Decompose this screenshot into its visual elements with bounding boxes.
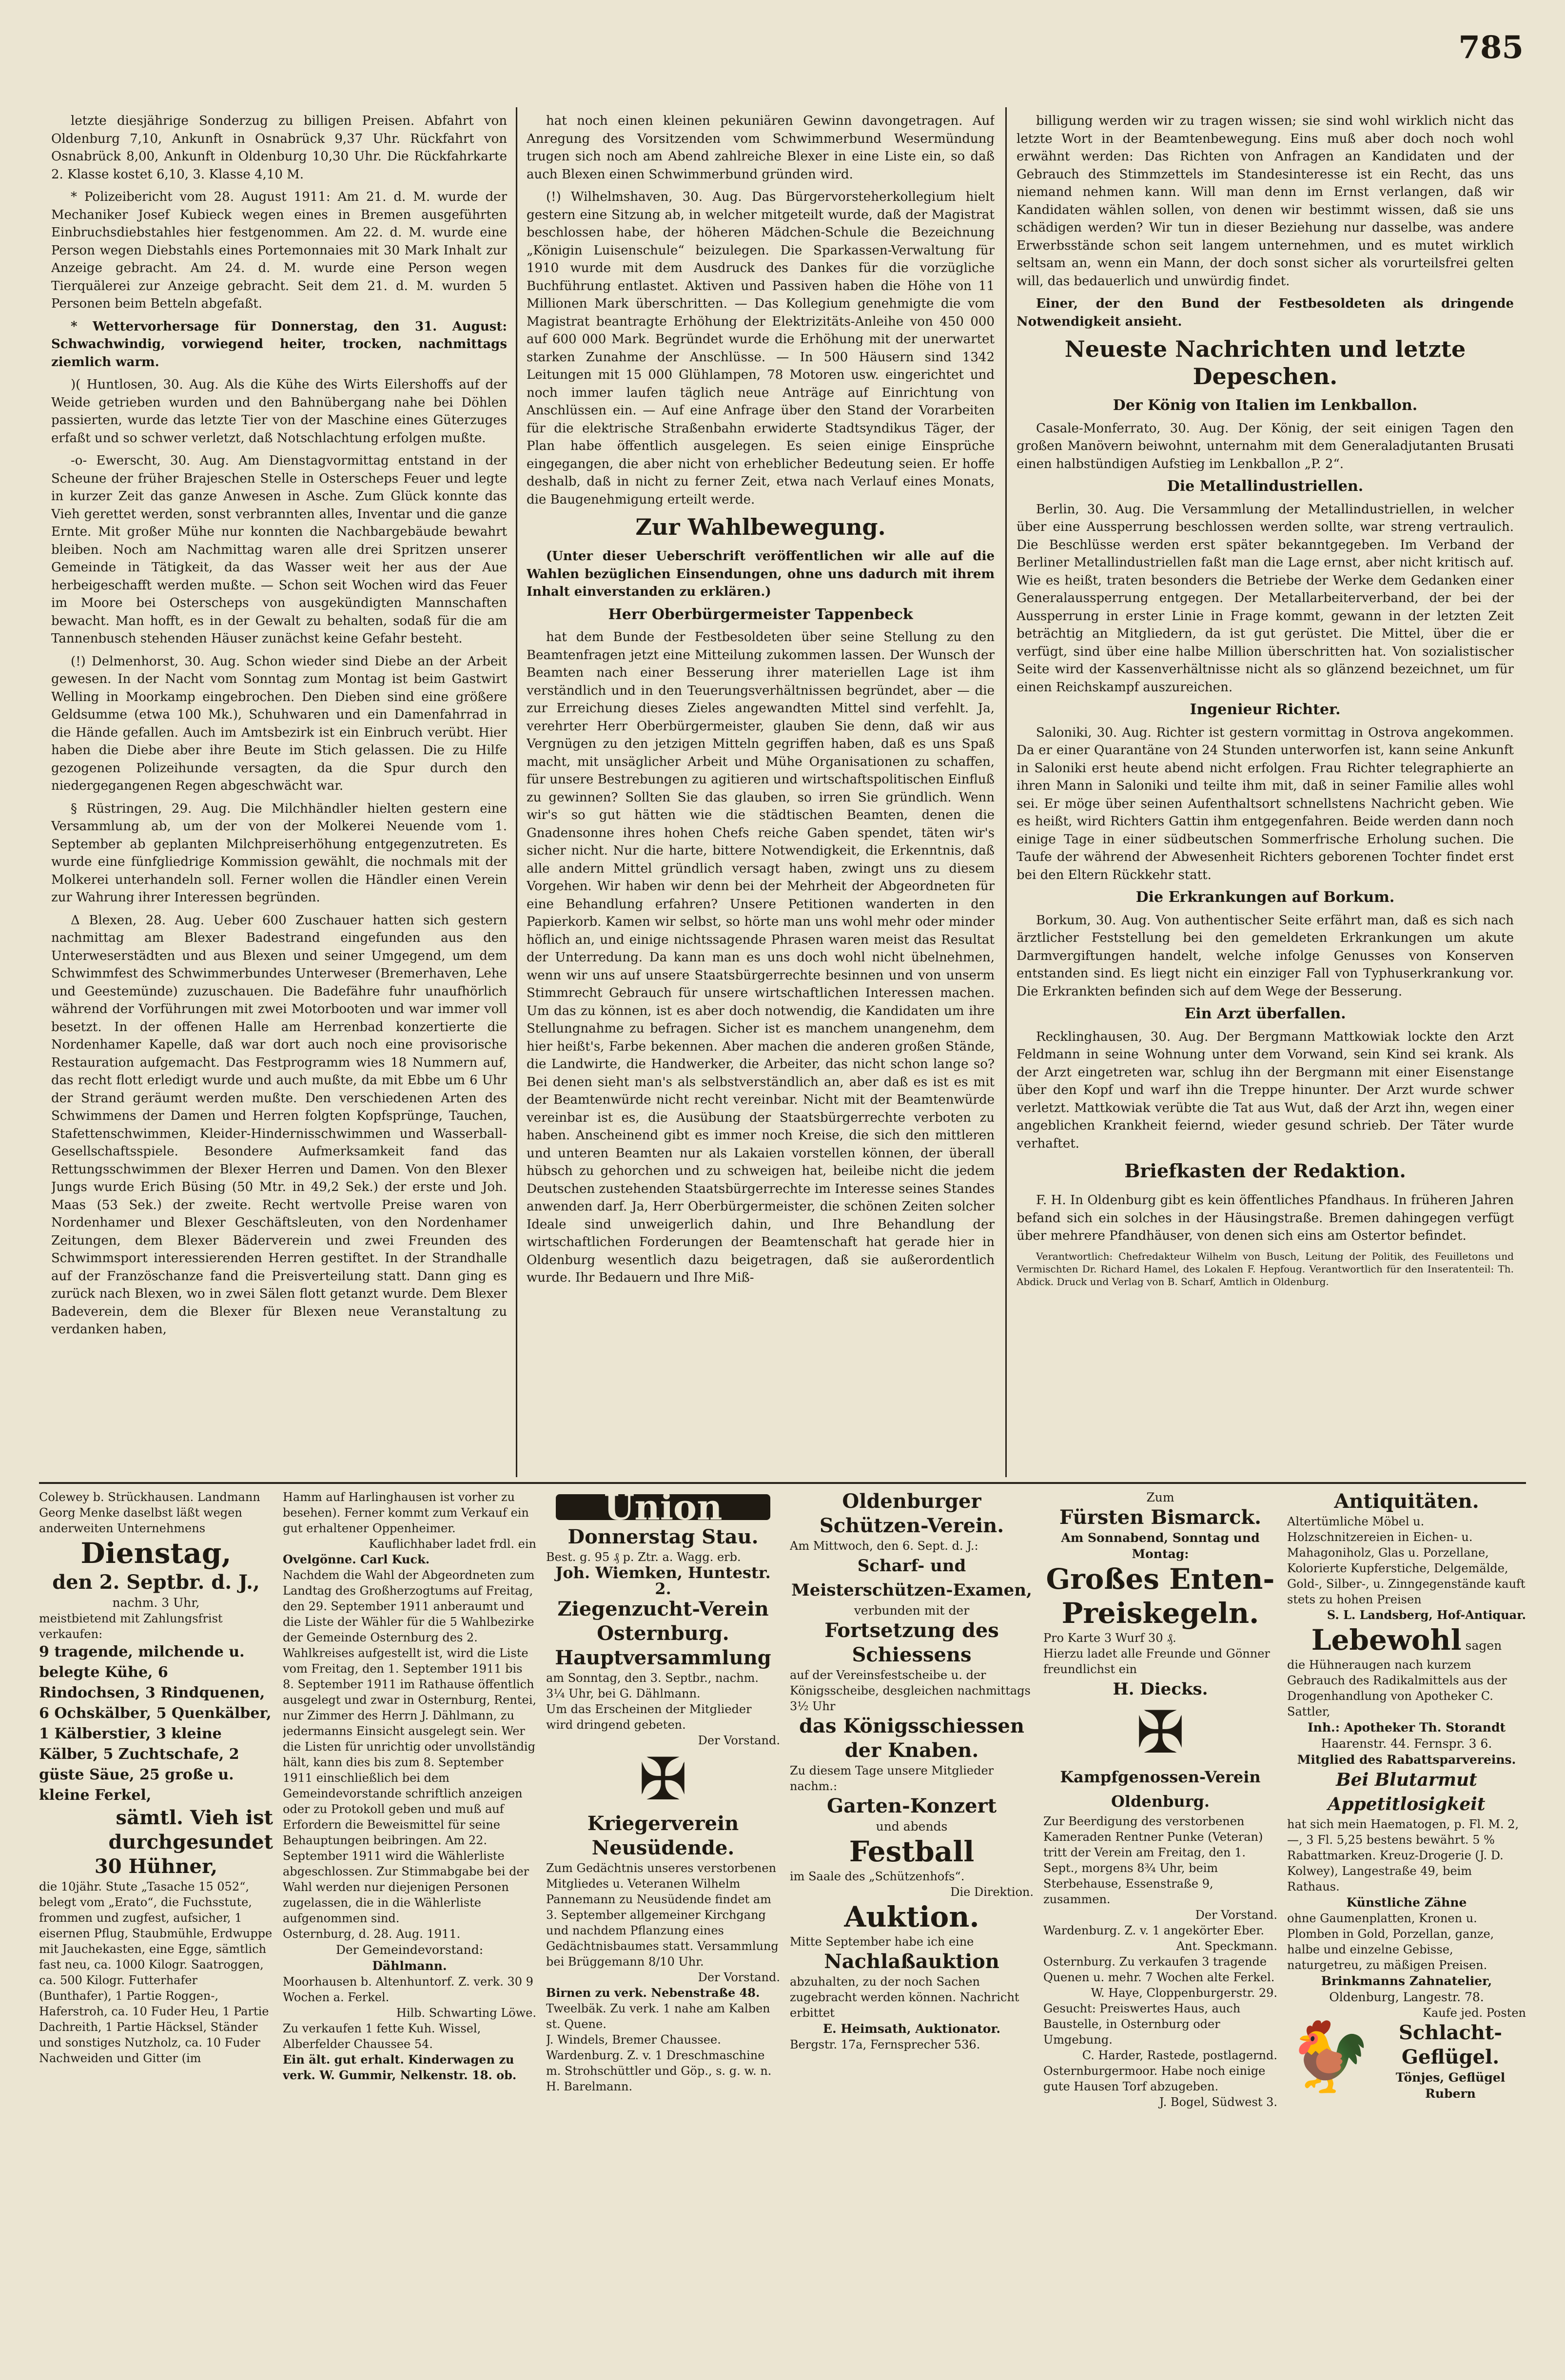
article-text: letzte diesjährige Sonderzug zu billigen Preisen. Abfahrt von Oldenburg 7,10, Ankunft in Osnabrück 9,37 Uhr. Rückfahrt von Osnabrück 8,00, Ankunft in Oldenburg 10,30 Uhr. Die Rückfahrkarte 2. Klasse kostet 6,10, 3. Klasse 4,10 M.: [51, 114, 507, 182]
ad-heading: Festball: [849, 1835, 975, 1868]
ad-text: im Saale des „Schützenhofs“.: [790, 1870, 965, 1883]
union-logo: Union: [556, 1494, 770, 1520]
ad-heading: Hauptversammlung: [555, 1646, 771, 1669]
ad-signature: Ant. Speckmann.: [1176, 1939, 1277, 1953]
ad-heading: den 2. Septbr. d. J.,: [52, 1571, 260, 1594]
ad-side-note: sämtl. Vieh ist durchgesundet: [108, 1806, 273, 1853]
ad-signature: Dählmann.: [372, 1959, 447, 1973]
ad-text: Pro Karte 3 Wurf 30 ₰.: [1043, 1631, 1176, 1645]
ad-column-2: [283, 1489, 536, 2362]
ad-column-3: [546, 1489, 780, 2362]
news-subheading: Der König von Italien im Lenkballon.: [1113, 397, 1418, 414]
ad-text: Inh.: Apotheker Th. Storandt: [1307, 1720, 1506, 1735]
ad-text: meistbietend mit Zahlungsfrist verkaufen:: [39, 1612, 223, 1641]
section-heading: Briefkasten der Redaktion.: [1124, 1160, 1406, 1182]
ad-text: Colewey b. Strückhausen. Landmann Georg Menke daselbst läßt wegen anderweiten Unternehmens: [39, 1490, 260, 1535]
ad-text: Gesucht: Preiswertes Haus, auch Baustelle, in Osternburg oder Umgebung.: [1043, 2002, 1241, 2047]
article-text: )( Huntlosen, 30. Aug. Als die Kühe des Wirts Eilershoffs auf der Weide getrieben wurden und den Bahnübergang nahe bei Döhlen passierten, wurde das letzte Tier von der Maschine eines Güterzuges erfaßt und so schwer verletzt, daß Notschlachtung erfolgen mußte.: [51, 377, 507, 446]
ad-text: Osternburg. Zu verkaufen 3 tragende Quenen u. mehr. 7 Wochen alte Ferkel.: [1043, 1955, 1275, 1984]
ad-heading: Kriegerverein Neusüdende.: [587, 1812, 739, 1859]
ad-text: Der Gemeindevorstand:: [335, 1943, 484, 1957]
news-text: Saloniki, 30. Aug. Richter ist gestern vormittag in Ostrova angekommen. Da er einer Quarantäne von 24 Stunden unterworfen ist, kann seine Ankunft in Saloniki erst heute abend nicht erfolgen. Frau Richter telegraphierte an ihren Mann in Saloniki und teilte ihm mit, daß in seiner Familie alles wohl sei. Er möge über seinen Aufenthaltsort schnellstens Nachricht geben. Wie es heißt, wird Richters Gattin ihm entgegenfahren. Beide werden dann noch einige Tage in einer südbeutschen Sommerfrische Erholung suchen. Die Taufe der während der Abwesenheit Richters geborenen Tochter findet erst bei den Eltern Rückkehr statt.: [1017, 725, 1514, 882]
article-signature: Einer, der den Bund der Festbesoldeten als dringende Notwendigkeit ansieht.: [1017, 296, 1514, 329]
ad-text: ohne Gaumenplatten, Kronen u. Plomben in Gold, Porzellan, ganze, halbe und einzelne Gebisse, naturgetreu, zu mäßigen Preisen.: [1287, 1912, 1494, 1972]
ad-signature: J. Bogel, Südwest 3.: [1159, 2095, 1277, 2109]
ad-heading: Kampfgenossen-Verein Oldenburg.: [1060, 1768, 1261, 1811]
ad-heading: Scharf- und Meisterschützen-Examen,: [791, 1556, 1032, 1600]
ad-text: hat sich mein Haematogen, p. Fl. M. 2,—, 3 Fl. 5,25 bestens bewährt. 5 % Rabattmarken. Kreuz-Drogerie (J. D. Kolwey), Langestraße 49, beim Rathaus.: [1287, 1817, 1519, 1893]
ad-heading: Fürsten Bismarck.: [1059, 1506, 1262, 1529]
ad-heading: Nachlaßauktion: [824, 1950, 999, 1973]
ad-signature: W. Haye, Cloppenburgerstr. 29.: [1091, 1986, 1277, 2000]
ad-text: Am Mittwoch, den 6. Sept. d. J.:: [790, 1539, 978, 1553]
ad-text: Hierzu ladet alle Freunde und Gönner freundlichst ein: [1043, 1647, 1270, 1676]
ad-text: Best. g. 95 ₰ p. Ztr. a. Wagg. erb.: [546, 1550, 741, 1564]
ad-heading: Großes Enten-Preiskegeln.: [1046, 1562, 1275, 1630]
ad-heading: Auktion.: [844, 1900, 979, 1933]
letters-text: F. H. In Oldenburg gibt es kein öffentliches Pfandhaus. In früheren Jahren befand sich ein solches in der Häusingstraße. Bremen dahingegen verfügt über mehrere Pfandhäuser, von denen sich eins am Ostertor befindet.: [1017, 1193, 1514, 1243]
news-text: Casale-Monferrato, 30. Aug. Der König, der seit einigen Tagen den großen Manövern beiwohnt, unternahm mit dem Generaladjutanten Brusati einen halbstündigen Aufstieg im Lenkballon „P. 2“.: [1017, 421, 1514, 471]
news-text: Recklinghausen, 30. Aug. Der Bergmann Mattkowiak lockte den Arzt Feldmann in seine Wohnung unter dem Vorwand, sein Kind sei krank. Als der Arzt eingetreten war, schlug ihn der Bergmann mit einer Eisenstange über den Kopf und warf ihn die Treppe hinunter. Der Arzt wurde schwer verletzt. Mattkowiak verübte die Tat aus Wut, daß der Arzt ihn, wegen einer angeblichen Krankheit feiernd, wieder gesund schrieb. Der Täter wurde verhaftet.: [1017, 1029, 1514, 1151]
ad-text: Kauflichhaber ladet frdl. ein: [369, 1537, 536, 1551]
ad-text: Mitte September habe ich eine: [790, 1935, 974, 1949]
ad-text: Moorhausen b. Altenhuntorf. Z. verk. 30 9 Wochen a. Ferkel.: [283, 1975, 533, 2004]
ad-text: Um das Erscheinen der Mitglieder wird dringend gebeten.: [546, 1702, 752, 1732]
ad-text: Zur Beerdigung des verstorbenen Kameraden Rentner Punke (Veteran) tritt der Verein am Freitag, den 1. Sept., morgens 8¾ Uhr, beim Sterbehause, Essenstraße 9, zusammen.: [1043, 1814, 1263, 1906]
ad-livestock-auction: [39, 1489, 273, 2362]
ad-signature: Der Vorstand.: [1195, 1908, 1277, 1922]
advertisements: [39, 1489, 1526, 2362]
ad-heading: Ziegenzucht-Verein Osternburg.: [557, 1598, 769, 1645]
ad-signature: H. Diecks.: [1113, 1679, 1208, 1699]
ad-heading: Donnerstag Stau.: [567, 1525, 759, 1548]
ad-signature: Der Vorstand.: [698, 1970, 780, 1984]
ad-text: Am Sonnabend, Sonntag und Montag:: [1061, 1531, 1260, 1561]
ad-text: Osternburg, d. 28. Aug. 1911.: [283, 1927, 461, 1941]
ad-text: Zu verkaufen 1 fette Kuh. Wissel, Alberfelder Chaussee 54.: [283, 2022, 481, 2051]
ad-text: die 10jähr. Stute „Tasache 15 052“, belegt vom „Erato“, die Fuchsstute, frommen und zugfest, aufsicher, 1 eisernen Pflug, Staubmühle, Erdwuppe mit Jauchekasten, eine Egge, sämtlich fast neu, ca. 1000 Kilogr. Saatroggen, ca. 500 Kilogr. Futterhafer (Bunthafer), 1 Partie Roggen-, Haferstroh, ca. 10 Fuder Heu, 1 Partie Dachreith, 1 Partie Häcksel, Ständer und sonstiges Nutzholz, ca. 10 Fuder Nachweiden und Gitter (im: [39, 1880, 273, 2065]
ad-column-6: [1287, 1489, 1526, 2362]
ad-heading: Dienstag,: [80, 1537, 232, 1570]
ad-heading: Künstliche Zähne: [1346, 1895, 1467, 1910]
article-text: hat dem Bunde der Festbesoldeten über seine Stellung zu den Beamtenfragen jetzt eine Mitteilung zukommen lassen. Der Wunsch der Beamten nach einer Besserung ihrer materiellen Lage ist ihm verständlich und in den Teuerungsverhältnissen begründet, aber — die zur Erreichung dieses Zieles angewandten Mittel sind verfehlt. Ja, verehrter Herr Oberbürgermeister, glauben Sie denn, daß wir aus Vergnügen zu den jetzigen Mitteln gegriffen haben, daß es uns Spaß macht, mit unsäglicher Arbeit und Mühe Organisationen zu schaffen, für unsere Bestrebungen zu agitieren und wirtschaftspolitischen Einfluß zu gewinnen? Sollten Sie das glauben, so irren Sie gründlich. Wenn wir's so gut hätten wie die städtischen Beamten, denen die Gnadensonne ihres hohen Chefs reiche Gaben spendet, täten wir's sicher nicht. Nur die harte, bittere Notwendigkeit, die Erkenntnis, daß alle andern Mittel gründlich versagt haben, zwingt uns zu diesem Vorgehen. Wir haben wir denn bei der Mehrheit der Abgeordneten für eine Behandlung erfahren? Unsere Petitionen wanderten in den Papierkorb. Kamen wir selbst, so hörte man uns wohl mehr oder minder höflich an, und einige nichtssagende Phrasen waren meist das Resultat der Unterredung. Da kann man es uns doch wohl nicht übelnehmen, wenn wir uns auf unsere Staatsbürgerrechte besinnen und von unserm Stimmrecht Gebrauch für unsere wirtschaftlichen Interessen machen. Um das zu können, ist es aber doch notwendig, die Kandidaten um ihre Stellungnahme zu befragen. Sicher ist es manchem unangenehm, dem hier heißt's, Farbe bekennen. Aber machen die anderen großen Stände, die Landwirte, die Handwerker, die Arbeiter, das nicht schon lange so? Bei denen sieht man's als selbstverständlich an, aber daß es ist es mit der Beamtenwürde nicht recht vereinbar. Nicht mit der Beamtenwürde vereinbar ist es, die Ausübung der Staatsbürgerrechte verboten zu haben. Anscheinend gibt es immer noch Kreise, die sich den mittleren und unteren Beamten nur als Lakaien vorstellen können, der überall hübsch zu gehorchen und zu schweigen hat, beileibe nicht die jedem Deutschen zustehenden Staatsbürgerrechte im Interesse seines Standes anwenden darf. Ja, Herr Oberbürgermeister, die schönen Zeiten solcher Ideale sind unweigerlich dahin, und Ihre Behandlung der wirtschaftlichen Forderungen der Beamtenschaft hat gerade hier in Oldenburg wesentlich dazu beigetragen, daß sie außerordentlich wurde. Ihr Bedauern und Ihre Miß-: [527, 630, 995, 1285]
ad-script-heading: Bei Blutarmut Appetitlosigkeit: [1328, 1770, 1486, 1814]
ad-text: Kaufe jed. Posten: [1423, 2006, 1526, 2020]
news-subheading: Die Metallindustriellen.: [1167, 478, 1364, 495]
ad-text: am Sonntag, den 3. Septbr., nachm. 3¼ Uhr, bei G. Dählmann.: [546, 1671, 759, 1700]
ad-heading: Oldenburger Schützen-Verein.: [819, 1490, 1004, 1537]
ad-text: Nachdem die Wahl der Abgeordneten zum Landtag des Großherzogtums auf Freitag, den 29. September 1911 anberaumt und die Liste der Wähler für die 5 Wahlbezirke der Gemeinde Osternburg des 2. Wahlkreises aufgestellt ist, wird die Liste vom Freitag, den 1. September 1911 bis 8. September 1911 im Rathause öffentlich ausgelegt und zwar in Osternburg, Rentei, nur Zimmer des Herrn J. Dählmann, zu jedermanns Einsicht ausgelegt sein. Wer die Listen für unrichtig oder unvollständig hält, kann dies bis zum 8. September 1911 einschließlich bei dem Gemeindevorstande schriftlich anzeigen oder zu Protokoll geben und muß auf Erfordern die Beweismittel für seine Behauptungen beibringen. Am 22. September 1911 wird die Wählerliste abgeschlossen. Zur Stimmabgabe bei der Wahl werden nur diejenigen Personen zugelassen, die in die Wählerliste aufgenommen sind.: [283, 1568, 536, 1925]
ad-heading: Schlacht-Geflügel.: [1399, 2021, 1502, 2068]
article-text: -o- Ewerscht, 30. Aug. Am Dienstagvormittag entstand in der Scheune der früher Brajeschen Stelle in Osterscheps Feuer und legte in kurzer Zeit das ganze Anwesen in Asche. Zum Glück konnte das Vieh gerettet werden, sonst verbrannten alles, Inventar und die ganze Ernte. Mit großer Mühe nur konnten die Nachbargebäude bewahrt bleiben. Noch am Nachmittag waren alle drei Spritzen unserer Gemeinde in Tätigkeit, da das Wasser weit her aus der Aue herbeigeschafft werden mußte. — Schon seit Wochen wird das Feuer im Moore bei Osterscheps von ausgekündigten Mannschaften bewacht. Man hofft, es in der Gewalt zu behalten, sodaß für die am Tannenbusch stehenden Häuser zunächst keine Gefahr besteht.: [51, 453, 507, 646]
news-text: Berlin, 30. Aug. Die Versammlung der Metallindustriellen, in welcher über eine Aussperrung beschlossen werden sollte, war streng vertraulich. Die Beschlüsse werden erst später bekanntgegeben. Im Verband der Berliner Metallindustriellen faßt man die Lage ernst, aber nicht kritisch auf. Wie es heißt, traten besonders die Betriebe der Werke dem Gedanken einer Generalaussperrung entgegen. Der Metallarbeiterverband, der bei der Aussperrung in erster Linie in Frage kommt, gewann in der letzten Zeit beträchtig an Mitgliedern, da ist gut gerüstet. Die Mittel, über die er verfügt, sind über eine halbe Million überschritten hat. Von sozialistischer Seite wird der Kassenverhältnisse nicht als so glänzend bezeichnet, um für einen Reichskampf auszureichen.: [1017, 502, 1514, 695]
ad-text: Mitglied des Rabattsparvereins.: [1297, 1753, 1516, 1767]
article-text: (!) Wilhelmshaven, 30. Aug. Das Bürgervorsteherkollegium hielt gestern eine Sitzung ab, in welcher mitgeteilt wurde, daß der Magistrat beschlossen habe, der höheren Mädchen-Schule die Bezeichnung „Königin Luisenschule“ beizulegen. Die Sparkassen-Verwaltung für 1910 wurde mit dem Ausdruck des Dankes für die vorzügliche Buchführung entlastet. Aktiven und Passiven haben die Höhe von 11 Millionen Mark überschritten. — Das Kollegium genehmigte die vom Magistrat beantragte Erhöhung der Elektrizitäts-Anleihe von 450 000 auf 600 000 Mark. Begründet wurde die Erhöhung mit der unerwartet starken Zunahme der Anschlüsse. — In 500 Häusern sind 1342 Leitungen mit 15 000 Glühlampen, 78 Motoren usw. eingerichtet und noch immer laufen täglich neue Anträge auf Einrichtung von Anschlüssen ein. — Auf eine Anfrage über den Stand der Vorarbeiten für die elektrische Straßenbahn erwiderte Stadtsyndikus Täger, der Plan habe öffentlich ausgelegen. Es seien einige Einsprüche eingegangen, die aber nicht von erheblicher Bedeutung seien. Er hoffe deshalb, daß in nicht zu ferner Zeit, etwa nach Verlauf eines Monats, die Baugenehmigung erteilt werde.: [527, 190, 995, 507]
article-text: * Wettervorhersage für Donnerstag, den 31. August: Schwachwindig, vorwiegend heiter, trocken, nachmittags ziemlich warm.: [51, 319, 507, 370]
ad-heading: das Königsschiessen der Knaben.: [799, 1715, 1024, 1762]
ad-items: 9 tragende, milchende u. belegte Kühe, 6 Rindochsen, 3 Rindquenen, 6 Ochskälber, 5 Quenkälber, 1 Kälberstier, 3 kleine Kälber, 5 Zuchtschafe, 2 güste Säue, 25 große u. kleine Ferkel,: [39, 1643, 272, 1804]
ad-heading: Lebewohl: [1311, 1623, 1462, 1657]
ad-text: Zu diesem Tage unsere Mitglieder nachm.:: [790, 1764, 994, 1793]
imprint: Verantwortlich: Chefredakteur Wilhelm von Busch, Leitung der Politik, des Feuilletons und Vermischten Dr. Richard Hamel, des Lokalen F. Hepfoug. Verantwortlich für den Inseratenteil: Th. Abdick. Druck und Verlag von B. Scharf, Amtlich in Oldenburg.: [1017, 1250, 1514, 1288]
ad-signature: Ovelgönne. Carl Kuck.: [283, 1552, 430, 1566]
ad-signature: E. Heimsath, Auktionator.: [822, 2022, 1001, 2036]
news-text: Borkum, 30. Aug. Von authentischer Seite erfährt man, daß es sich nach ärztlicher Feststellung bei den gemeldeten Erkrankungen um akute Darmvergiftungen handelt, welche infolge Genusses von Konserven entstanden sind. Es liegt nicht ein einziger Fall von Typhuserkrankung vor. Die Erkrankten befinden sich auf dem Wege der Besserung.: [1017, 913, 1514, 999]
column-rule: [1005, 107, 1007, 1477]
ad-heading: Antiquitäten.: [1334, 1490, 1479, 1513]
ad-signature: Der Vorstand.: [698, 1734, 780, 1747]
article-text: hat noch einen kleinen pekuniären Gewinn davongetragen. Auf Anregung des Vorsitzenden vom Schwimmerbund Wesermündung trugen sich noch am Abend zahlreiche Blexer in eine Liste ein, so daß auch Blexen einen Schwimmerbund gründen wird.: [527, 114, 995, 182]
ad-text: Altertümliche Möbel u. Holzschnitzereien in Eichen- u. Mahagoniholz, Glas u. Porzellane, Kolorierte Kupferstiche, Delgemälde, Gold-, Silber-, u. Zinngegenstände kauft stets zu hohen Preisen: [1287, 1515, 1526, 1606]
ad-heading: 30 Hühner,: [94, 1855, 218, 1878]
ad-signature: Joh. Wiemken, Huntestr. 2.: [555, 1563, 771, 1598]
section-heading: Zur Wahlbewegung.: [635, 514, 886, 540]
ad-text: Zum Gedächtnis unseres verstorbenen Mitgliedes u. Veteranen Wilhelm Pannemann zu Neusüdende findet am 3. September allgemeiner Kirchgang und nachdem Pflanzung eines Gedächtnisbaumes statt. Versammlung bei Brüggemann 8/10 Uhr.: [546, 1861, 779, 1969]
ad-text: nachm. 3 Uhr,: [112, 1596, 200, 1610]
ad-signature: S. L. Landsberg, Hof-Antiquar.: [1327, 1608, 1526, 1622]
column-rule: [516, 107, 517, 1477]
article-intro: (Unter dieser Ueberschrift veröffentlichen wir alle auf die Wahlen bezüglichen Einsendungen, ohne uns dadurch mit ihrem Inhalt einverstanden zu erklären.): [527, 549, 995, 599]
ad-signature: Brinkmanns Zahnatelier,: [1321, 1974, 1492, 1988]
ad-text: auf der Vereinsfestscheibe u. der Königsscheibe, desgleichen nachmittags 3½ Uhr: [790, 1668, 1031, 1713]
ad-text: Tweelbäk. Zu verk. 1 nahe am Kalben st. Quene.: [546, 2002, 770, 2031]
ad-signature: Tönjes, Geflügel Rubern: [1395, 2070, 1506, 2101]
ad-text: und abends: [876, 1819, 948, 1834]
section-rule: [39, 1482, 1526, 1484]
column-1: [51, 112, 507, 1477]
article-text: billigung werden wir zu tragen wissen; sie sind wohl wirklich nicht das letzte Wort in der Beamtenbewegung. Eins muß aber doch noch wohl erwähnt werden: Das Richten von Anfragen an Kandidaten und der Gebrauch des Stimmzettels im Standesinteresse ist ein Recht, das uns niemand nehmen kann. Will man denn im Ernst verlangen, daß wir Kandidaten wählen sollen, von denen wir bestimmt wissen, daß sie uns schädigen werden? Wir tun in dieser Beziehung nur dasselbe, was andere Erwerbsstände schon seit langem unternehmen, und es mutet wirklich seltsam an, wenn ein Mann, der doch sonst sicher als vorurteilsfrei gelten will, das bedauerlich und unwürdig findet.: [1017, 114, 1514, 289]
news-subheading: Ein Arzt überfallen.: [1184, 1005, 1346, 1022]
article-text: § Rüstringen, 29. Aug. Die Milchhändler hielten gestern eine Versammlung ab, um der von der Molkerei Neuende vom 1. September ab geplanten Milchpreiserhöhung entgegenzutreten. Es wurde eine fünfgliedrige Kommission gewählt, die nochmals mit der Molkerei unterhandeln soll. Ferner wollen die Händler einen Verein zur Wahrung ihrer Interessen begründen.: [51, 801, 507, 905]
news-subheading: Ingenieur Richter.: [1190, 701, 1341, 718]
ad-text: Haarenstr. 44. Fernspr. 3 6.: [1321, 1736, 1492, 1751]
article-text: (!) Delmenhorst, 30. Aug. Schon wieder sind Diebe an der Arbeit gewesen. In der Nacht vom Sonntag zum Montag ist beim Gastwirt Welling in Moorkamp eingebrochen. Den Dieben sind eine größere Geldsumme (etwa 100 Mk.), Schuhwaren und ein Damenfahrrad in die Hände gefallen. Auch im Amtsbezirk ist ein Einbruch verübt. Hier haben die Diebe aber ihre Beute im Stich gelassen. Die zu Hilfe gezogenen Polizeihunde versagten, da die Spur durch den niedergegangenen Regen abgeschwächt war.: [51, 654, 507, 793]
ad-text: Osternburgermoor. Habe noch einige gute Hausen Torf abzugeben.: [1043, 2064, 1266, 2093]
ad-signature: Die Direktion.: [950, 1885, 1034, 1899]
section-heading: Neueste Nachrichten und letzte Depeschen.: [1064, 336, 1466, 390]
ad-heading: Fortsetzung des Schiessens: [824, 1619, 999, 1666]
article-subheading: Herr Oberbürgermeister Tappenbeck: [608, 605, 913, 623]
ad-text: Bergstr. 17a, Fernsprecher 536.: [790, 2038, 980, 2051]
page-number: 785: [1458, 29, 1524, 66]
ad-text: Zum: [1146, 1490, 1174, 1504]
iron-cross-icon: ✠: [638, 1746, 688, 1814]
ad-text: Hamm auf Harlinghausen ist vorher zu besehen). Ferner kommt zum Verkauf ein gut erhaltener Oppenheimer.: [283, 1490, 529, 1535]
ad-heading: Garten-Konzert: [826, 1795, 997, 1817]
ad-text: sagen: [1465, 1639, 1502, 1653]
ad-signature: Hilb. Schwarting Löwe.: [396, 2006, 536, 2020]
ad-text: Wardenburg. Z. v. 1 angekörter Eber.: [1043, 1924, 1264, 1937]
column-3: [1017, 112, 1514, 1477]
ad-column-4: [790, 1489, 1034, 2362]
ad-text: abzuhalten, zu der noch Sachen zugebracht werden können. Nachricht erbittet: [790, 1975, 1019, 2020]
column-2: [527, 112, 995, 1477]
ad-text: Birnen zu verk. Nebenstraße 48.: [546, 1986, 760, 2000]
ad-text: Oldenburg, Langestr. 78.: [1329, 1990, 1484, 2004]
ad-text: die Hühneraugen nach kurzem Gebrauch des Radikalmittels aus der Drogenhandlung von Apotheker C. Sattler,: [1287, 1658, 1507, 1718]
article-text: Δ Blexen, 28. Aug. Ueber 600 Zuschauer hatten sich gestern nachmittag am Blexer Badestrand eingefunden aus den Unterweserstädten und aus Blexen und seiner Umgegend, um dem Schwimmfest des Schwimmerbundes Unterweser (Bremerhaven, Lehe und Geestemünde) zuzuschauen. Die Badefähre fuhr unaufhörlich während der Vorführungen mit zwei Motorbooten und war immer voll besetzt. In der offenen Halle am Herrenbad konzertierte die Nordenhamer Kapelle, daß war dort auch noch eine provisorische Restauration aufgemacht. Das Festprogramm wies 18 Nummern auf, das recht flott erledigt wurde und auch mußte, da mit Ebbe um 6 Uhr der Strand geräumt werden mußte. Den verschiedenen Arten des Schwimmens der Damen und Herren folgten Kopfsprünge, Tauchen, Stafettenschwimmen, Kleider-Hindernisschwimmen und Wasserball-Gesellschaftsspiele. Besondere Aufmerksamkeit fand das Rettungsschwimmen der Blexer Herren und Damen. Von den Blexer Jungs wurde Erich Büsing (50 Mtr. in 49,2 Sek.) der erste und Joh. Maas (53 Sek.) der zweite. Recht wertvolle Preise waren von Nordenhamer und Blexer Geschäftsleuten, von den Nordenhamer Zeitungen, dem Blexer Bäderverein und zwei Freunden des Schwimmsport interessierenden Herren gestiftet. In der Strandhalle auf der Französchanze fand die Preisverteilung statt. Dann ging es zurück nach Blexen, wo in zwei Sälen flott getanzt wurde. Dem Blexer Badeverein, dem die Blexer für Blexen neue Veranstaltung zu verdanken haben,: [51, 913, 507, 1337]
ad-text: Wardenburg. Z. v. 1 Dreschmaschine m. Strohschüttler und Göp., s. g. w. n. H. Barelmann.: [546, 2048, 772, 2093]
ad-signature: J. Windels, Bremer Chaussee.: [546, 2033, 721, 2047]
ad-text: verbunden mit der: [854, 1603, 970, 1618]
ad-column-5: [1043, 1489, 1277, 2362]
ad-signature: C. Harder, Rastede, postlagernd.: [1082, 2048, 1277, 2062]
iron-cross-icon: ✠: [1135, 1699, 1185, 1767]
rooster-illustration: 🐓: [1287, 2017, 1372, 2097]
article-text: * Polizeibericht vom 28. August 1911: Am 21. d. M. wurde der Mechaniker Josef Kubieck wegen eines in Bremen ausgeführten Einbruchsdiebstahles hier festgenommen. Am 22. d. M. wurde eine Person wegen Diebstahls eines Portemonnaies mit 30 Mark Inhalt zur Anzeige gebracht. Am 24. d. M. wurde eine Person wegen Tierquälerei zur Anzeige gebracht. Seit dem 21. d. M. wurden 5 Personen beim Betteln abgefaßt.: [51, 190, 507, 311]
news-subheading: Die Erkrankungen auf Borkum.: [1135, 889, 1395, 906]
ad-text: Ein ält. gut erhalt. Kinderwagen zu verk. W. Gummir, Nelkenstr. 18. ob.: [283, 2052, 517, 2082]
